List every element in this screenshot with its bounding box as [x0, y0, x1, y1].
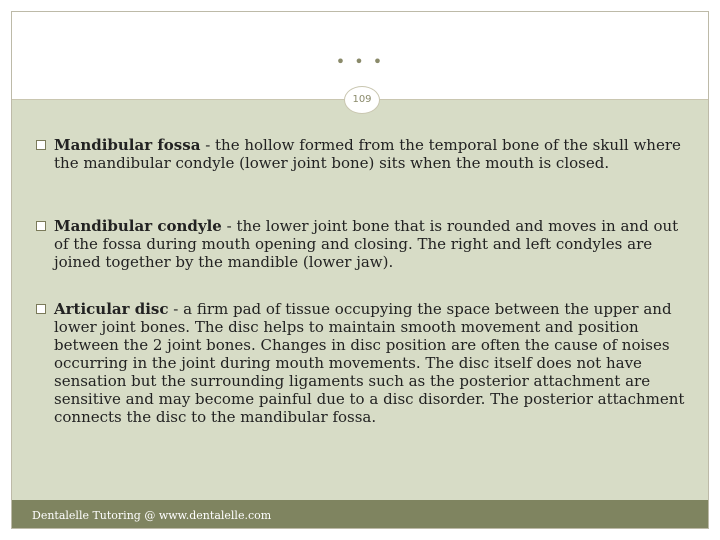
- slide-body: [12, 100, 708, 512]
- bullet-term: Mandibular fossa: [54, 136, 201, 154]
- bullet-term: Mandibular condyle: [54, 217, 222, 235]
- bullet-item-articular-disc: [36, 300, 696, 426]
- bullet-box-icon: [36, 140, 46, 150]
- bullet-text: - the hollow formed from the temporal bone of the skull where the mandibular condyle (lower joint bone) sits when the mouth is closed.: [54, 136, 681, 172]
- slide: [11, 11, 709, 529]
- bullet-box-icon: [36, 221, 46, 231]
- bullet-item-mandibular-fossa: [36, 136, 696, 172]
- bullet-term: Articular disc: [54, 300, 169, 318]
- bullet-text: - the lower joint bone that is rounded and moves in and out of the fossa during mouth opening and closing. The right and left condyles are joined together by the mandible (lower jaw).: [54, 217, 679, 271]
- bullet-box-icon: [36, 304, 46, 314]
- ornament-dots: • • •: [335, 52, 385, 71]
- bullet-text: - a firm pad of tissue occupying the space between the upper and lower joint bones. The disc helps to maintain smooth movement and position between the 2 joint bones. Changes in disc position are often the cause of noises occurring in the joint during mouth movements. The disc itself does not have sensation but the surrounding ligaments such as the posterior attachment are sensitive and may become painful due to a disc disorder. The posterior attachment connects the disc to the mandibular fossa.: [54, 300, 685, 426]
- bullet-item-mandibular-condyle: [36, 217, 696, 271]
- slide-footer: [12, 500, 708, 528]
- footer-credit: Dentalelle Tutoring @ www.dentalelle.com: [32, 509, 272, 522]
- page-number-badge: 109: [344, 86, 380, 114]
